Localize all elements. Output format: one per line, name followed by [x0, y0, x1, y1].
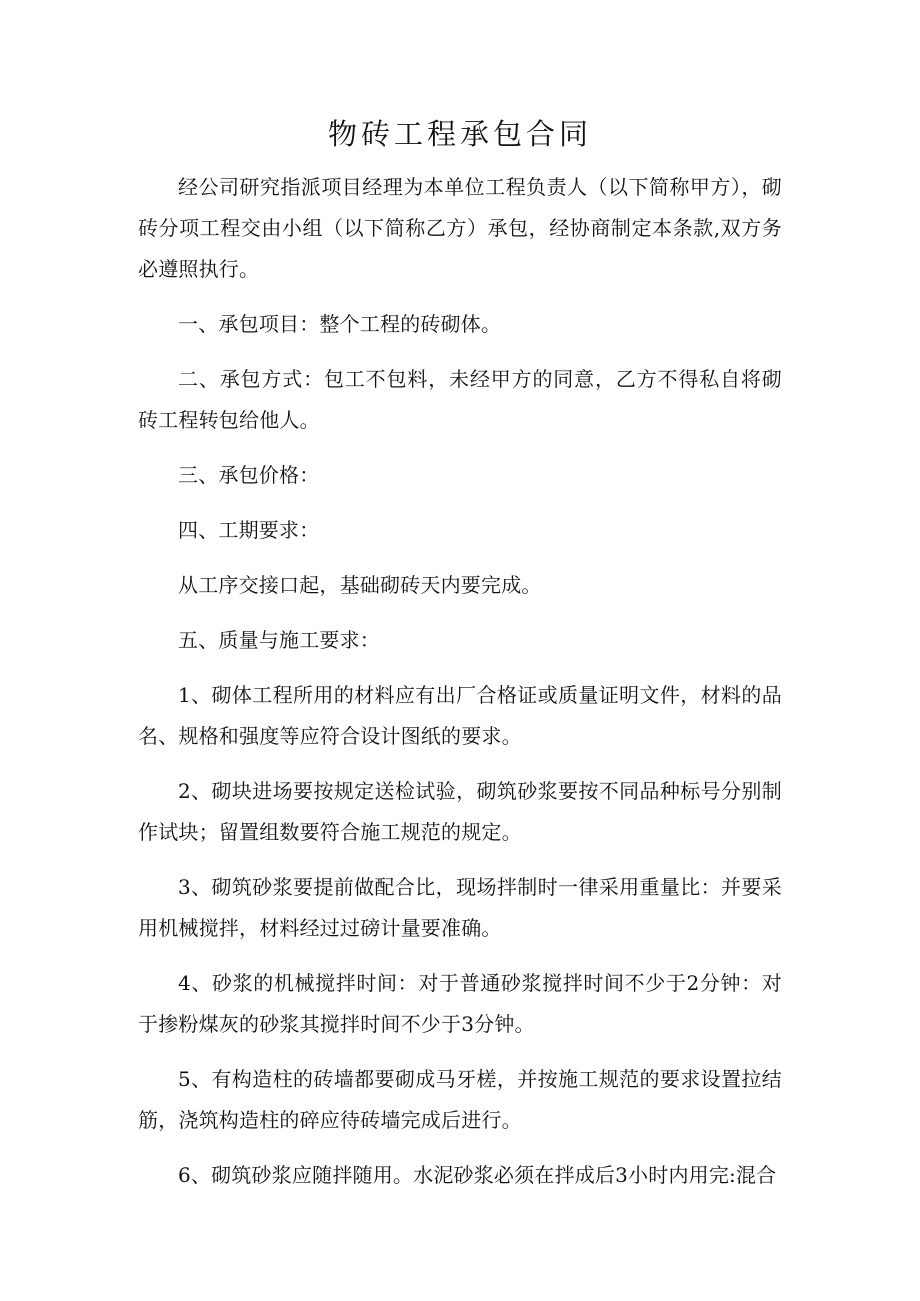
clause-4-schedule: 四、工期要求： — [178, 518, 320, 542]
document-body — [138, 167, 782, 1210]
schedule-detail: 从工序交接口起，基础砌砖天内要完成。 — [178, 573, 542, 597]
clause-5-quality: 五、质量与施工要求： — [178, 628, 380, 652]
quality-item-2: 2、砌块进场要按规定送检试验，砌筑砂浆要按不同品种标号分别制作试块；留置组数要符合施工规范的规定。 — [138, 779, 782, 844]
quality-item-3: 3、砌筑砂浆要提前做配合比，现场拌制时一律采用重量比：并要采用机械搅拌，材料经过过磅计量要准确。 — [138, 875, 782, 940]
intro-paragraph: 经公司研究指派项目经理为本单位工程负责人（以下简称甲方），砌砖分项工程交由小组（以下简称乙方）承包，经协商制定本条款,双方务必遵照执行。 — [138, 175, 782, 281]
clause-1-scope: 一、承包项目：整个工程的砖砌体。 — [178, 312, 502, 336]
quality-item-5: 5、有构造柱的砖墙都要砌成马牙槎，并按施工规范的要求设置拉结筋，浇筑构造柱的碎应待砖墙完成后进行。 — [138, 1067, 782, 1132]
quality-item-4: 4、砂浆的机械搅拌时间：对于普通砂浆搅拌时间不少于2分钟：对于掺粉煤灰的砂浆其搅拌时间不少于3分钟。 — [138, 971, 782, 1036]
clause-2-method: 二、承包方式：包工不包料，未经甲方的同意，乙方不得私自将砌砖工程转包给他人。 — [138, 367, 782, 432]
quality-item-6: 6、砌筑砂浆应随拌随用。水泥砂浆必须在拌成后3小时内用完:混合 — [178, 1163, 777, 1187]
clause-3-price: 三、承包价格： — [178, 463, 320, 487]
quality-item-1: 1、砌体工程所用的材料应有出厂合格证或质量证明文件，材料的品名、规格和强度等应符合设计图纸的要求。 — [138, 683, 782, 748]
document-title: 物砖工程承包合同 — [327, 117, 592, 151]
